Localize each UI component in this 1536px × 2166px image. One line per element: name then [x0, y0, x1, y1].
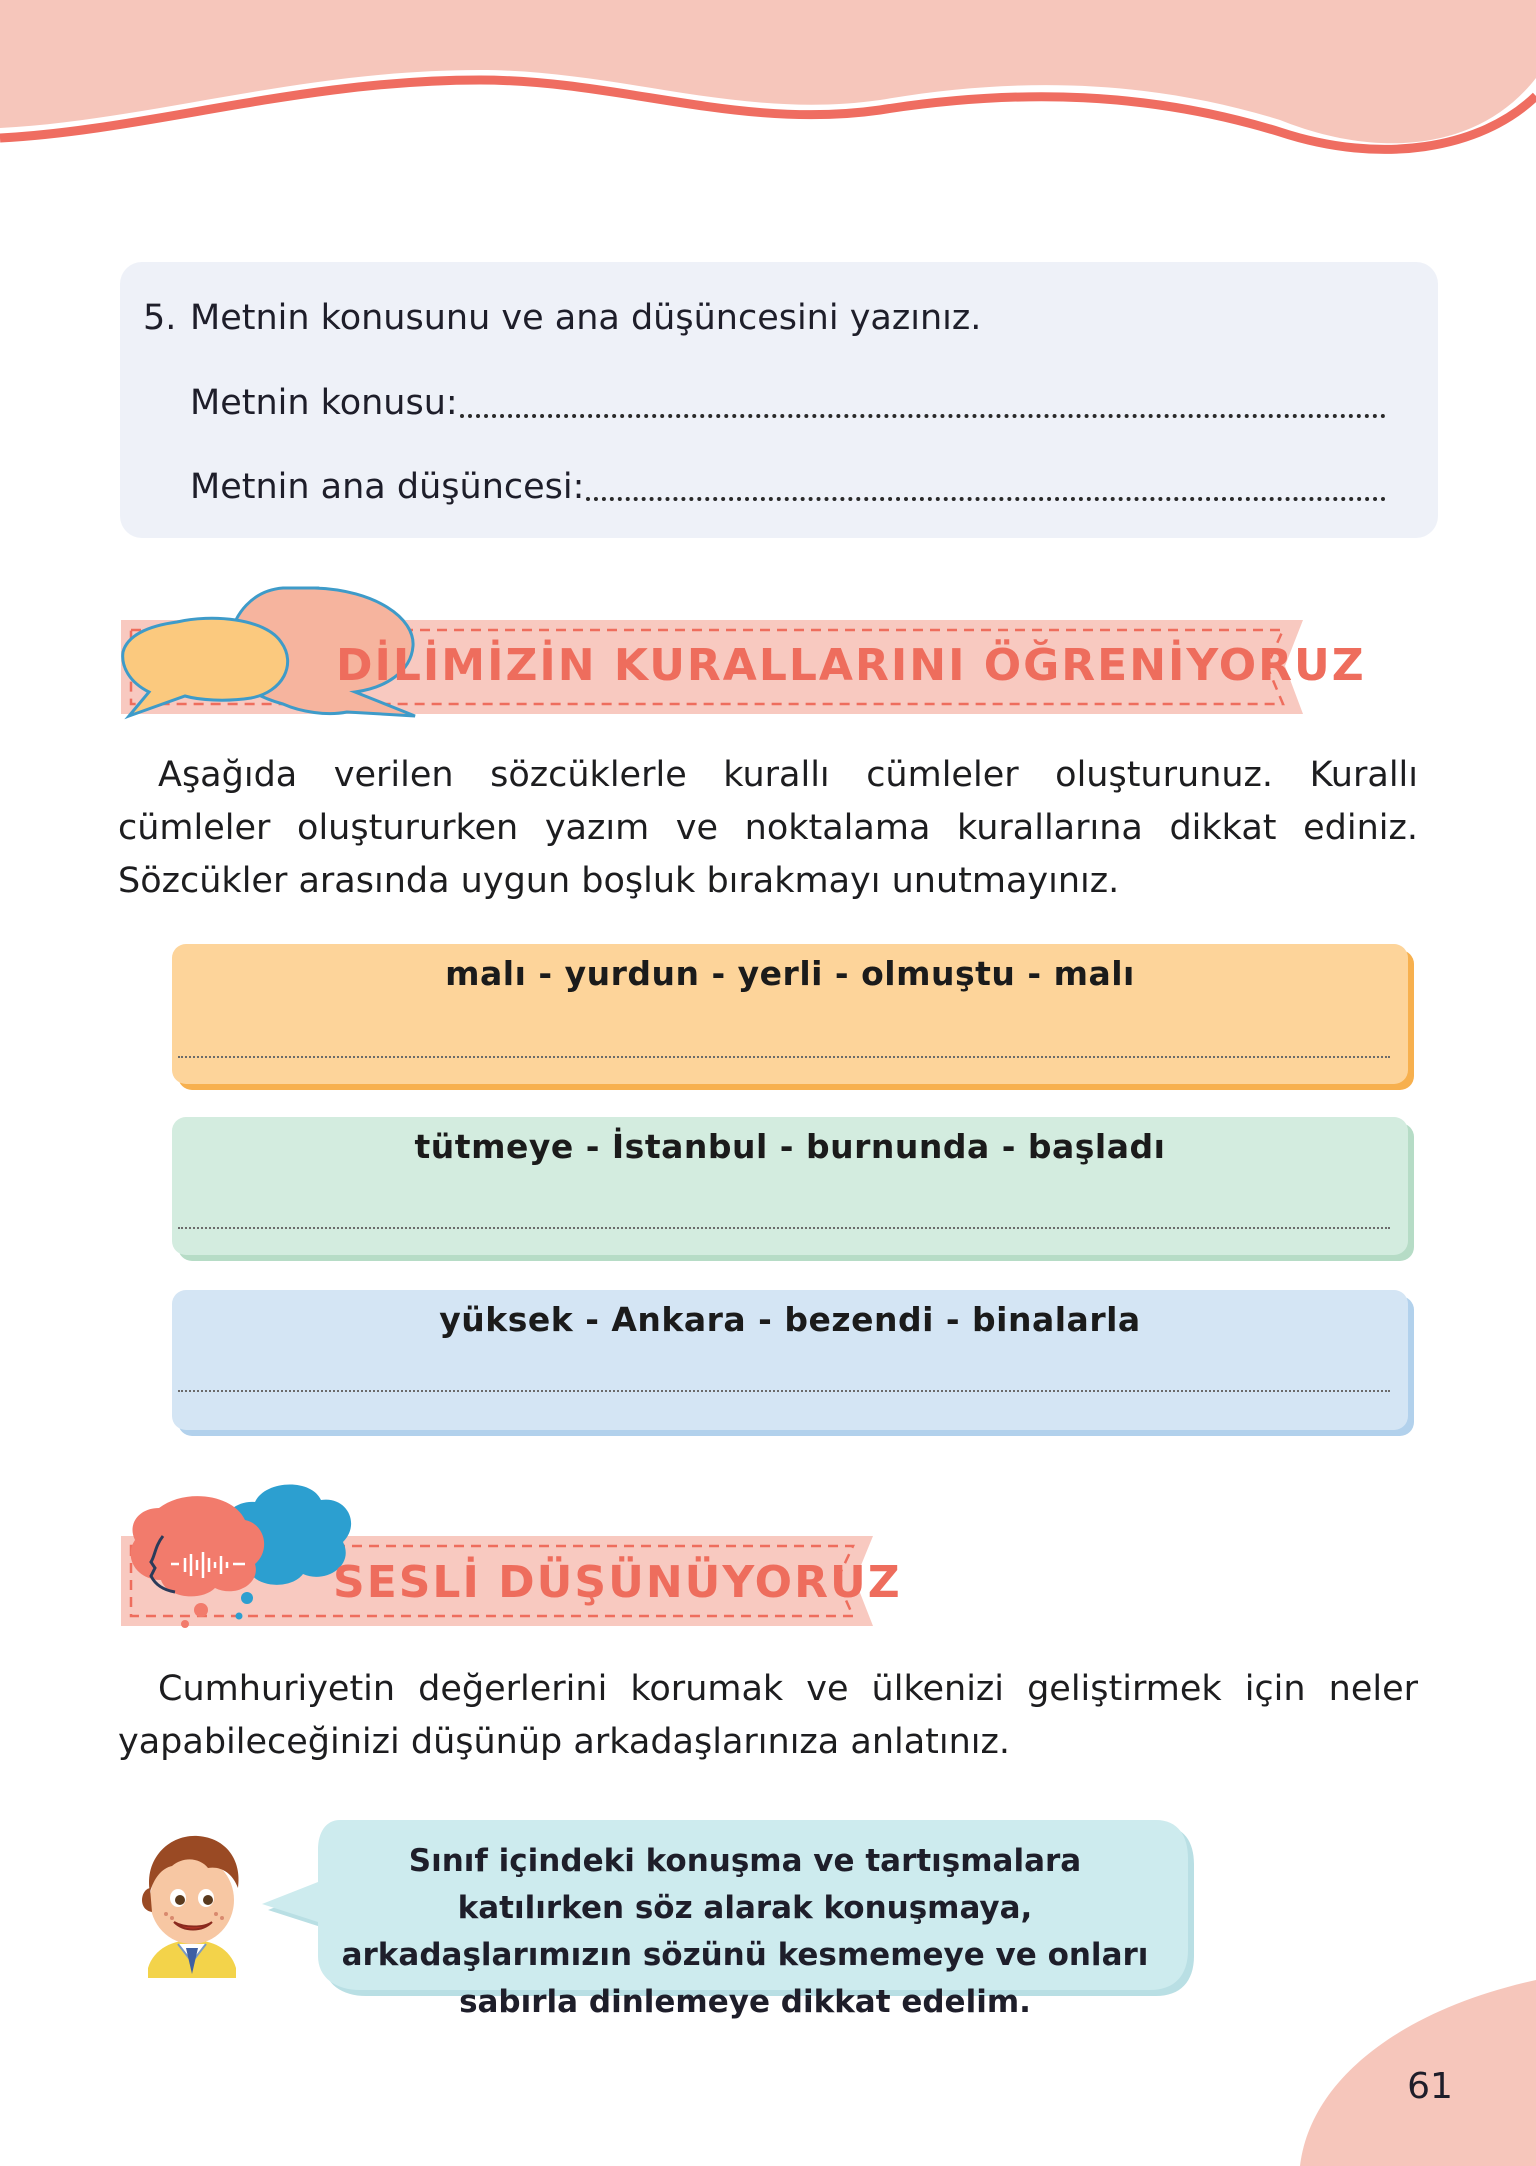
- section2-instruction: Cumhuriyetin değerlerini korumak ve ülkenizi geliştirmek için neler yapabileceğinizi düşünüp arkadaşlarınıza anlatınız.: [118, 1669, 1418, 1762]
- word-set-1-answer-line[interactable]: [178, 1056, 1390, 1058]
- section1-instruction: Aşağıda verilen sözcüklerle kurallı cümleler oluşturunuz. Kurallı cümleler oluştururken yazım ve noktalama kurallarına dikkat ediniz. Sözcükler arasında uygun boşluk bırakmayı unutmayınız.: [118, 755, 1418, 901]
- topic-answer-line[interactable]: [460, 414, 1386, 418]
- word-set-2-answer-line[interactable]: [178, 1227, 1390, 1229]
- tip-text: Sınıf içindeki konuşma ve tartışmalara katılırken söz alarak konuşmaya, arkadaşlarımızın sözünü kesmemeye ve onları sabırla dinlemeye dikkat edelim.: [341, 1843, 1149, 2020]
- word-box-1: [172, 944, 1408, 1084]
- student-character-illustration: [128, 1828, 256, 1978]
- main-idea-label: Metnin ana düşüncesi:: [190, 467, 585, 507]
- section1-title: DİLİMİZİN KURALLARINI ÖĞRENİYORUZ: [336, 640, 1366, 691]
- page-number: 61: [1407, 2066, 1453, 2107]
- word-set-3: yüksek - Ankara - bezendi - binalarla: [439, 1300, 1141, 1339]
- question-prompt: Metnin konusunu ve ana düşüncesini yazınız.: [190, 298, 982, 338]
- header-wave-decoration: [0, 0, 1536, 160]
- word-set-3-answer-line[interactable]: [178, 1390, 1390, 1392]
- word-set-2: tütmeye - İstanbul - burnunda - başladı: [414, 1127, 1166, 1166]
- question-number: 5.: [143, 298, 177, 338]
- word-set-1: malı - yurdun - yerli - olmuştu - malı: [445, 954, 1135, 993]
- section2-title: SESLİ DÜŞÜNÜYORUZ: [333, 1557, 902, 1608]
- topic-label: Metnin konusu:: [190, 383, 458, 423]
- word-box-2: [172, 1117, 1408, 1255]
- main-idea-answer-line[interactable]: [586, 497, 1386, 501]
- word-box-3: [172, 1290, 1408, 1430]
